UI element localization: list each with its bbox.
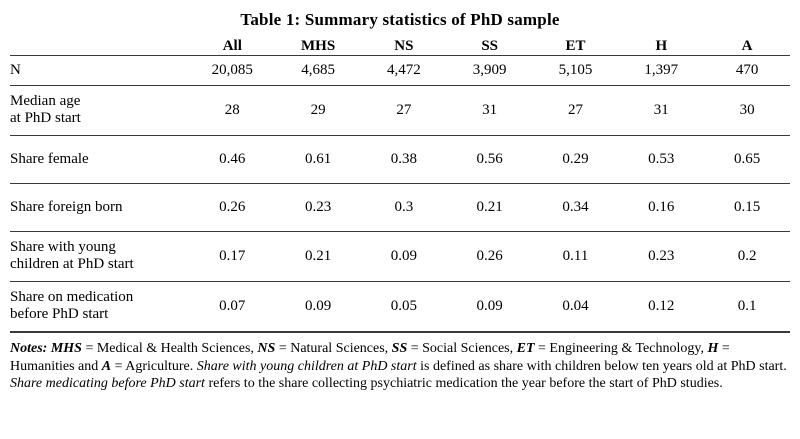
column-header-mhs: MHS [301, 38, 336, 54]
row-label [10, 184, 189, 232]
cell-a: 0.2 [704, 232, 790, 282]
cell-mhs: 0.09 [275, 282, 361, 333]
row-label-line2: children at PhD start [10, 256, 134, 272]
cell-all: 0.07 [189, 282, 275, 333]
row-label-line1: Share on medication [10, 289, 134, 306]
notes-lead: Notes: [10, 341, 48, 356]
notes-abbr-a: A [101, 358, 112, 374]
cell-et: 0.11 [533, 232, 619, 282]
column-header-et: ET [565, 38, 586, 54]
row-label-line1: Median age [10, 93, 81, 110]
cell-a: 0.65 [704, 136, 790, 184]
cell-ss: 0.26 [447, 232, 533, 282]
table-row [10, 184, 790, 232]
cell-h: 31 [618, 86, 704, 136]
cell-ns: 0.05 [361, 282, 447, 333]
row-label [10, 86, 189, 136]
notes-abbr-h: H [707, 341, 719, 356]
row-label-line1: Share with young [10, 239, 116, 256]
notes-phrase-medicating: Share medicating before PhD start [10, 376, 205, 391]
row-label-line1: Share foreign born [10, 198, 123, 215]
row-label [10, 232, 189, 282]
cell-ss: 0.09 [447, 282, 533, 333]
cell-ss: 0.56 [447, 136, 533, 184]
table-row [10, 136, 790, 184]
summary-statistics-table [10, 38, 790, 333]
cell-et: 5,105 [533, 56, 619, 86]
cell-ss: 0.21 [447, 184, 533, 232]
table-row [10, 282, 790, 333]
cell-all: 28 [189, 86, 275, 136]
notes-abbr-ns: NS [257, 341, 276, 356]
row-label-line1: Share female [10, 150, 89, 167]
cell-h: 1,397 [618, 56, 704, 86]
table-header-row [10, 38, 790, 56]
notes-text-7: is defined as share with children below ten years old at PhD start. [416, 358, 787, 374]
notes-text-6: = Agriculture. [111, 358, 197, 374]
column-header-blank [10, 38, 189, 56]
column-header-ss: SS [481, 38, 499, 54]
cell-all: 0.26 [189, 184, 275, 232]
notes-text-2: = Natural Sciences, [275, 341, 392, 356]
notes-text-1: = Medical & Health Sciences, [81, 341, 258, 356]
cell-ns: 0.38 [361, 136, 447, 184]
notes-abbr-mhs: MHS [50, 341, 82, 356]
cell-ns: 4,472 [361, 56, 447, 86]
cell-ns: 0.09 [361, 232, 447, 282]
cell-all: 0.46 [189, 136, 275, 184]
cell-h: 0.53 [618, 136, 704, 184]
table-notes [10, 340, 790, 393]
row-label [10, 136, 189, 184]
notes-phrase-young-children: Share with young children at PhD start [196, 358, 417, 374]
notes-text-3: = Social Sciences, [407, 341, 517, 356]
cell-mhs: 29 [275, 86, 361, 136]
cell-h: 0.23 [618, 232, 704, 282]
cell-mhs: 0.23 [275, 184, 361, 232]
cell-ss: 31 [447, 86, 533, 136]
cell-all: 20,085 [189, 56, 275, 86]
column-header-all: All [222, 38, 242, 54]
notes-text-8: refers to the share collecting psychiatric medication the year before the start of PhD studies. [204, 376, 723, 391]
cell-et: 27 [533, 86, 619, 136]
column-header-a: A [741, 38, 753, 54]
cell-a: 470 [704, 56, 790, 86]
row-label-line1: N [10, 61, 21, 78]
cell-a: 0.1 [704, 282, 790, 333]
notes-abbr-et: ET [516, 341, 535, 356]
cell-et: 0.29 [533, 136, 619, 184]
table-row [10, 86, 790, 136]
cell-a: 0.15 [704, 184, 790, 232]
cell-mhs: 0.21 [275, 232, 361, 282]
cell-et: 0.34 [533, 184, 619, 232]
row-label-line2: at PhD start [10, 110, 81, 126]
cell-ss: 3,909 [447, 56, 533, 86]
notes-text-4: = Engineering & Technology, [534, 341, 708, 356]
table-header [10, 38, 790, 56]
cell-mhs: 0.61 [275, 136, 361, 184]
notes-abbr-ss: SS [391, 341, 408, 356]
cell-a: 30 [704, 86, 790, 136]
page-title: Table 1: Summary statistics of PhD sample [240, 10, 560, 29]
row-label [10, 56, 189, 86]
cell-mhs: 4,685 [275, 56, 361, 86]
table-row [10, 56, 790, 86]
cell-et: 0.04 [533, 282, 619, 333]
cell-h: 0.12 [618, 282, 704, 333]
cell-ns: 27 [361, 86, 447, 136]
table-body [10, 56, 790, 333]
cell-ns: 0.3 [361, 184, 447, 232]
column-header-h: H [655, 38, 668, 54]
table-row [10, 232, 790, 282]
row-label [10, 282, 189, 333]
row-label-line2: before PhD start [10, 306, 109, 322]
column-header-ns: NS [394, 38, 414, 54]
notes-text-5: = Humanities and [10, 341, 730, 374]
cell-all: 0.17 [189, 232, 275, 282]
cell-h: 0.16 [618, 184, 704, 232]
